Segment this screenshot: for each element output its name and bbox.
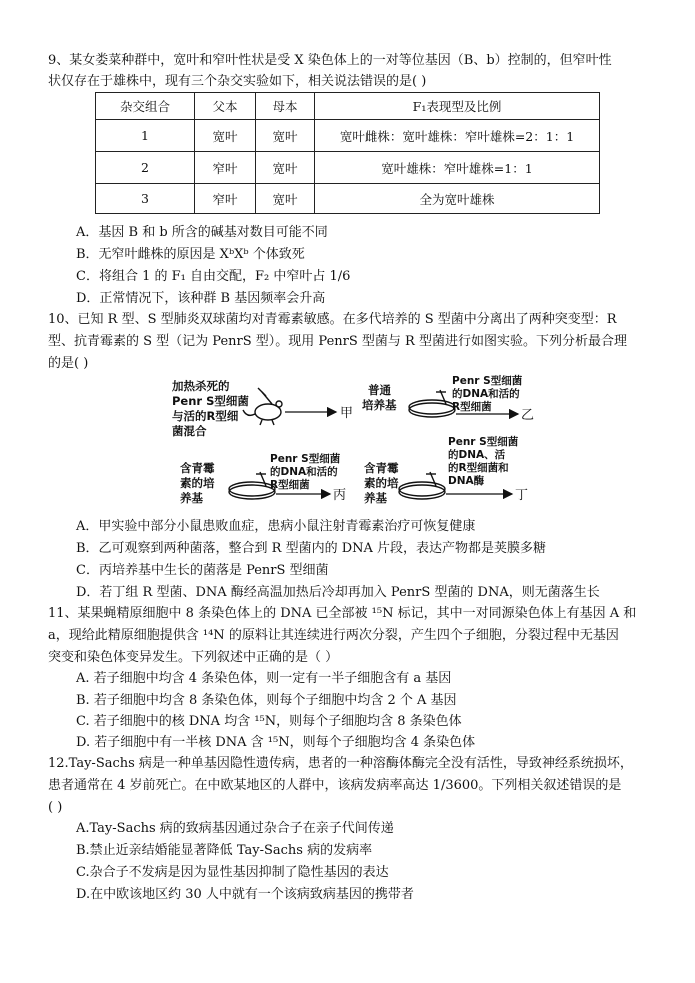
q9-option-b: B．无窄叶雌株的原因是 XᵇXᵇ 个体致死 <box>76 247 305 262</box>
plate3-label-line: 含青霉 <box>364 461 399 475</box>
table-cell: 3 <box>96 184 195 214</box>
q11-stem-line3: 突变和染色体变异发生。下列叙述中正确的是（ ） <box>48 650 339 665</box>
arrow1-label-line: 的DNA和活的 <box>452 388 520 400</box>
table-header: F₁表现型及比例 <box>315 93 600 120</box>
table-cell: 宽叶雌株：宽叶雄株：窄叶雄株=2：1：1 <box>315 120 600 152</box>
result-ding: 丁 <box>515 488 529 503</box>
q12-option-c: C.杂合子不发病是因为显性基因抑制了隐性基因的表达 <box>76 865 389 880</box>
arrow3-label-line: 的R型细菌和 <box>448 462 509 474</box>
plate2-label-line: 素的培 <box>180 476 215 490</box>
q11-option-a: A. 若子细胞中均含 4 条染色体，则一定有一半子细胞含有 a 基因 <box>76 671 452 686</box>
arrow3-label-line: DNA酶 <box>448 475 485 487</box>
q11-stem-line2: a，现给此精原细胞提供含 ¹⁴N 的原料让其连续进行两次分裂，产生四个子细胞，分裂过程中无基因 <box>48 628 619 643</box>
mouse-label-line: 加热杀死的 <box>172 379 230 393</box>
plate1-label-line: 培养基 <box>362 398 397 412</box>
q10-option-a: A．甲实验中部分小鼠患败血症，患病小鼠注射青霉素治疗可恢复健康 <box>76 519 476 534</box>
q9-stem-line2: 状仅存在于雄株中，现有三个杂交实验如下，相关说法错误的是( ) <box>48 74 427 89</box>
plate2-label-line: 养基 <box>180 491 203 505</box>
petri-dish-icon <box>409 390 455 417</box>
mouse-label <box>171 379 249 438</box>
mouse-label-line: Penr S型细菌 <box>172 394 249 408</box>
q11-option-b: B. 若子细胞中均含 8 条染色体，则每个子细胞中均含 2 个 A 基因 <box>76 693 457 708</box>
q12-stem-line3: ( ) <box>48 800 63 815</box>
table-cell: 宽叶 <box>256 120 315 152</box>
result-yi: 乙 <box>521 408 535 423</box>
q10-option-c: C．丙培养基中生长的菌落是 PenrS 型细菌 <box>76 563 329 578</box>
table-cell: 全为宽叶雄株 <box>315 184 600 214</box>
q12-option-a: A.Tay-Sachs 病的致病基因通过杂合子在亲子代间传递 <box>76 821 394 836</box>
arrow1-label-line: R型细菌 <box>452 401 492 413</box>
q12-option-d: D.在中欧该地区约 30 人中就有一个该病致病基因的携带者 <box>76 887 414 902</box>
q12-option-b: B.禁止近亲结婚能显著降低 Tay-Sachs 病的发病率 <box>76 843 373 858</box>
result-jia: 甲 <box>340 406 354 421</box>
table-cell: 宽叶雄株：窄叶雄株=1：1 <box>315 152 600 184</box>
table-header: 杂交组合 <box>96 93 195 120</box>
petri-dish-icon <box>399 472 445 499</box>
q10-stem-line3: 的是( ) <box>48 356 89 371</box>
q9-stem-line1: 9、某女娄菜种群中，宽叶和窄叶性状是受 X 染色体上的一对等位基因（B、b）控制的，但窄叶性 <box>48 53 612 68</box>
arrow2-label-line: 的DNA和活的 <box>270 466 338 478</box>
plate3-label-line: 养基 <box>364 491 387 505</box>
mouse-label-line: 菌混合 <box>172 424 207 438</box>
plate3-label-line: 素的培 <box>364 476 399 490</box>
table-cell: 宽叶 <box>256 152 315 184</box>
q12-stem-line2: 患者通常在 4 岁前死亡。在中欧某地区的人群中，该病发病率高达 1/3600。下列相关叙述错误的是 <box>48 778 622 793</box>
q11-option-c: C. 若子细胞中的核 DNA 均含 ¹⁵N，则每个子细胞均含 8 条染色体 <box>76 714 462 729</box>
table-header: 母本 <box>256 93 315 120</box>
q11-stem-line1: 11、某果蝇精原细胞中 8 条染色体上的 DNA 已全部被 ¹⁵N 标记，其中一对同源染色体上有基因 A 和 <box>48 606 637 621</box>
table-header: 父本 <box>195 93 256 120</box>
mouse-label-line: 与活的R型细 <box>172 409 239 423</box>
q9-option-d: D．正常情况下，该种群 B 基因频率会升高 <box>76 291 326 306</box>
q9-option-a: A．基因 B 和 b 所含的碱基对数目可能不同 <box>76 225 328 240</box>
q10-option-b: B．乙可观察到两种菌落，整合到 R 型菌内的 DNA 片段，表达产物都是荚膜多糖 <box>76 541 547 556</box>
plate2-label-line: 含青霉 <box>180 461 215 475</box>
plate1-label-line: 普通 <box>368 383 391 397</box>
q10-option-d: D．若丁组 R 型菌、DNA 酶经高温加热后冷却再加入 PenrS 型菌的 DNA，则无菌落生长 <box>76 585 600 600</box>
table-cell: 宽叶 <box>256 184 315 214</box>
q11-option-d: D. 若子细胞中有一半核 DNA 含 ¹⁵N，则每个子细胞均含 4 条染色体 <box>76 735 476 750</box>
q10-stem-line1: 10、已知 R 型、S 型肺炎双球菌均对青霉素敏感。在多代培养的 S 型菌中分离出了两种突变型：R <box>48 312 617 327</box>
q10-stem-line2: 型、抗青霉素的 S 型（记为 PenrS 型）。现用 PenrS 型菌与 R 型菌进行如图实验。下列分析最合理 <box>48 334 627 349</box>
table-cell: 宽叶 <box>195 120 256 152</box>
arrow3-label-line: 的DNA、活 <box>448 449 506 461</box>
q12-stem-line1: 12.Tay-Sachs 病是一种单基因隐性遗传病，患者的一种溶酶体酶完全没有活性，导致神经系统损坏， <box>48 756 633 771</box>
arrow3-label-line: Penr S型细菌 <box>448 436 519 448</box>
result-bing: 丙 <box>333 488 347 503</box>
q9-option-c: C．将组合 1 的 F₁ 自由交配，F₂ 中窄叶占 1/6 <box>76 269 351 284</box>
arrow1-label-line: Penr S型细菌 <box>452 375 523 387</box>
petri-dish-icon <box>229 472 275 499</box>
table-cell: 1 <box>96 120 195 152</box>
table-cell: 2 <box>96 152 195 184</box>
table-cell: 窄叶 <box>195 184 256 214</box>
arrow2-label-line: Penr S型细菌 <box>270 453 341 465</box>
arrow2-label-line: R型细菌 <box>270 479 310 491</box>
table-cell: 窄叶 <box>195 152 256 184</box>
